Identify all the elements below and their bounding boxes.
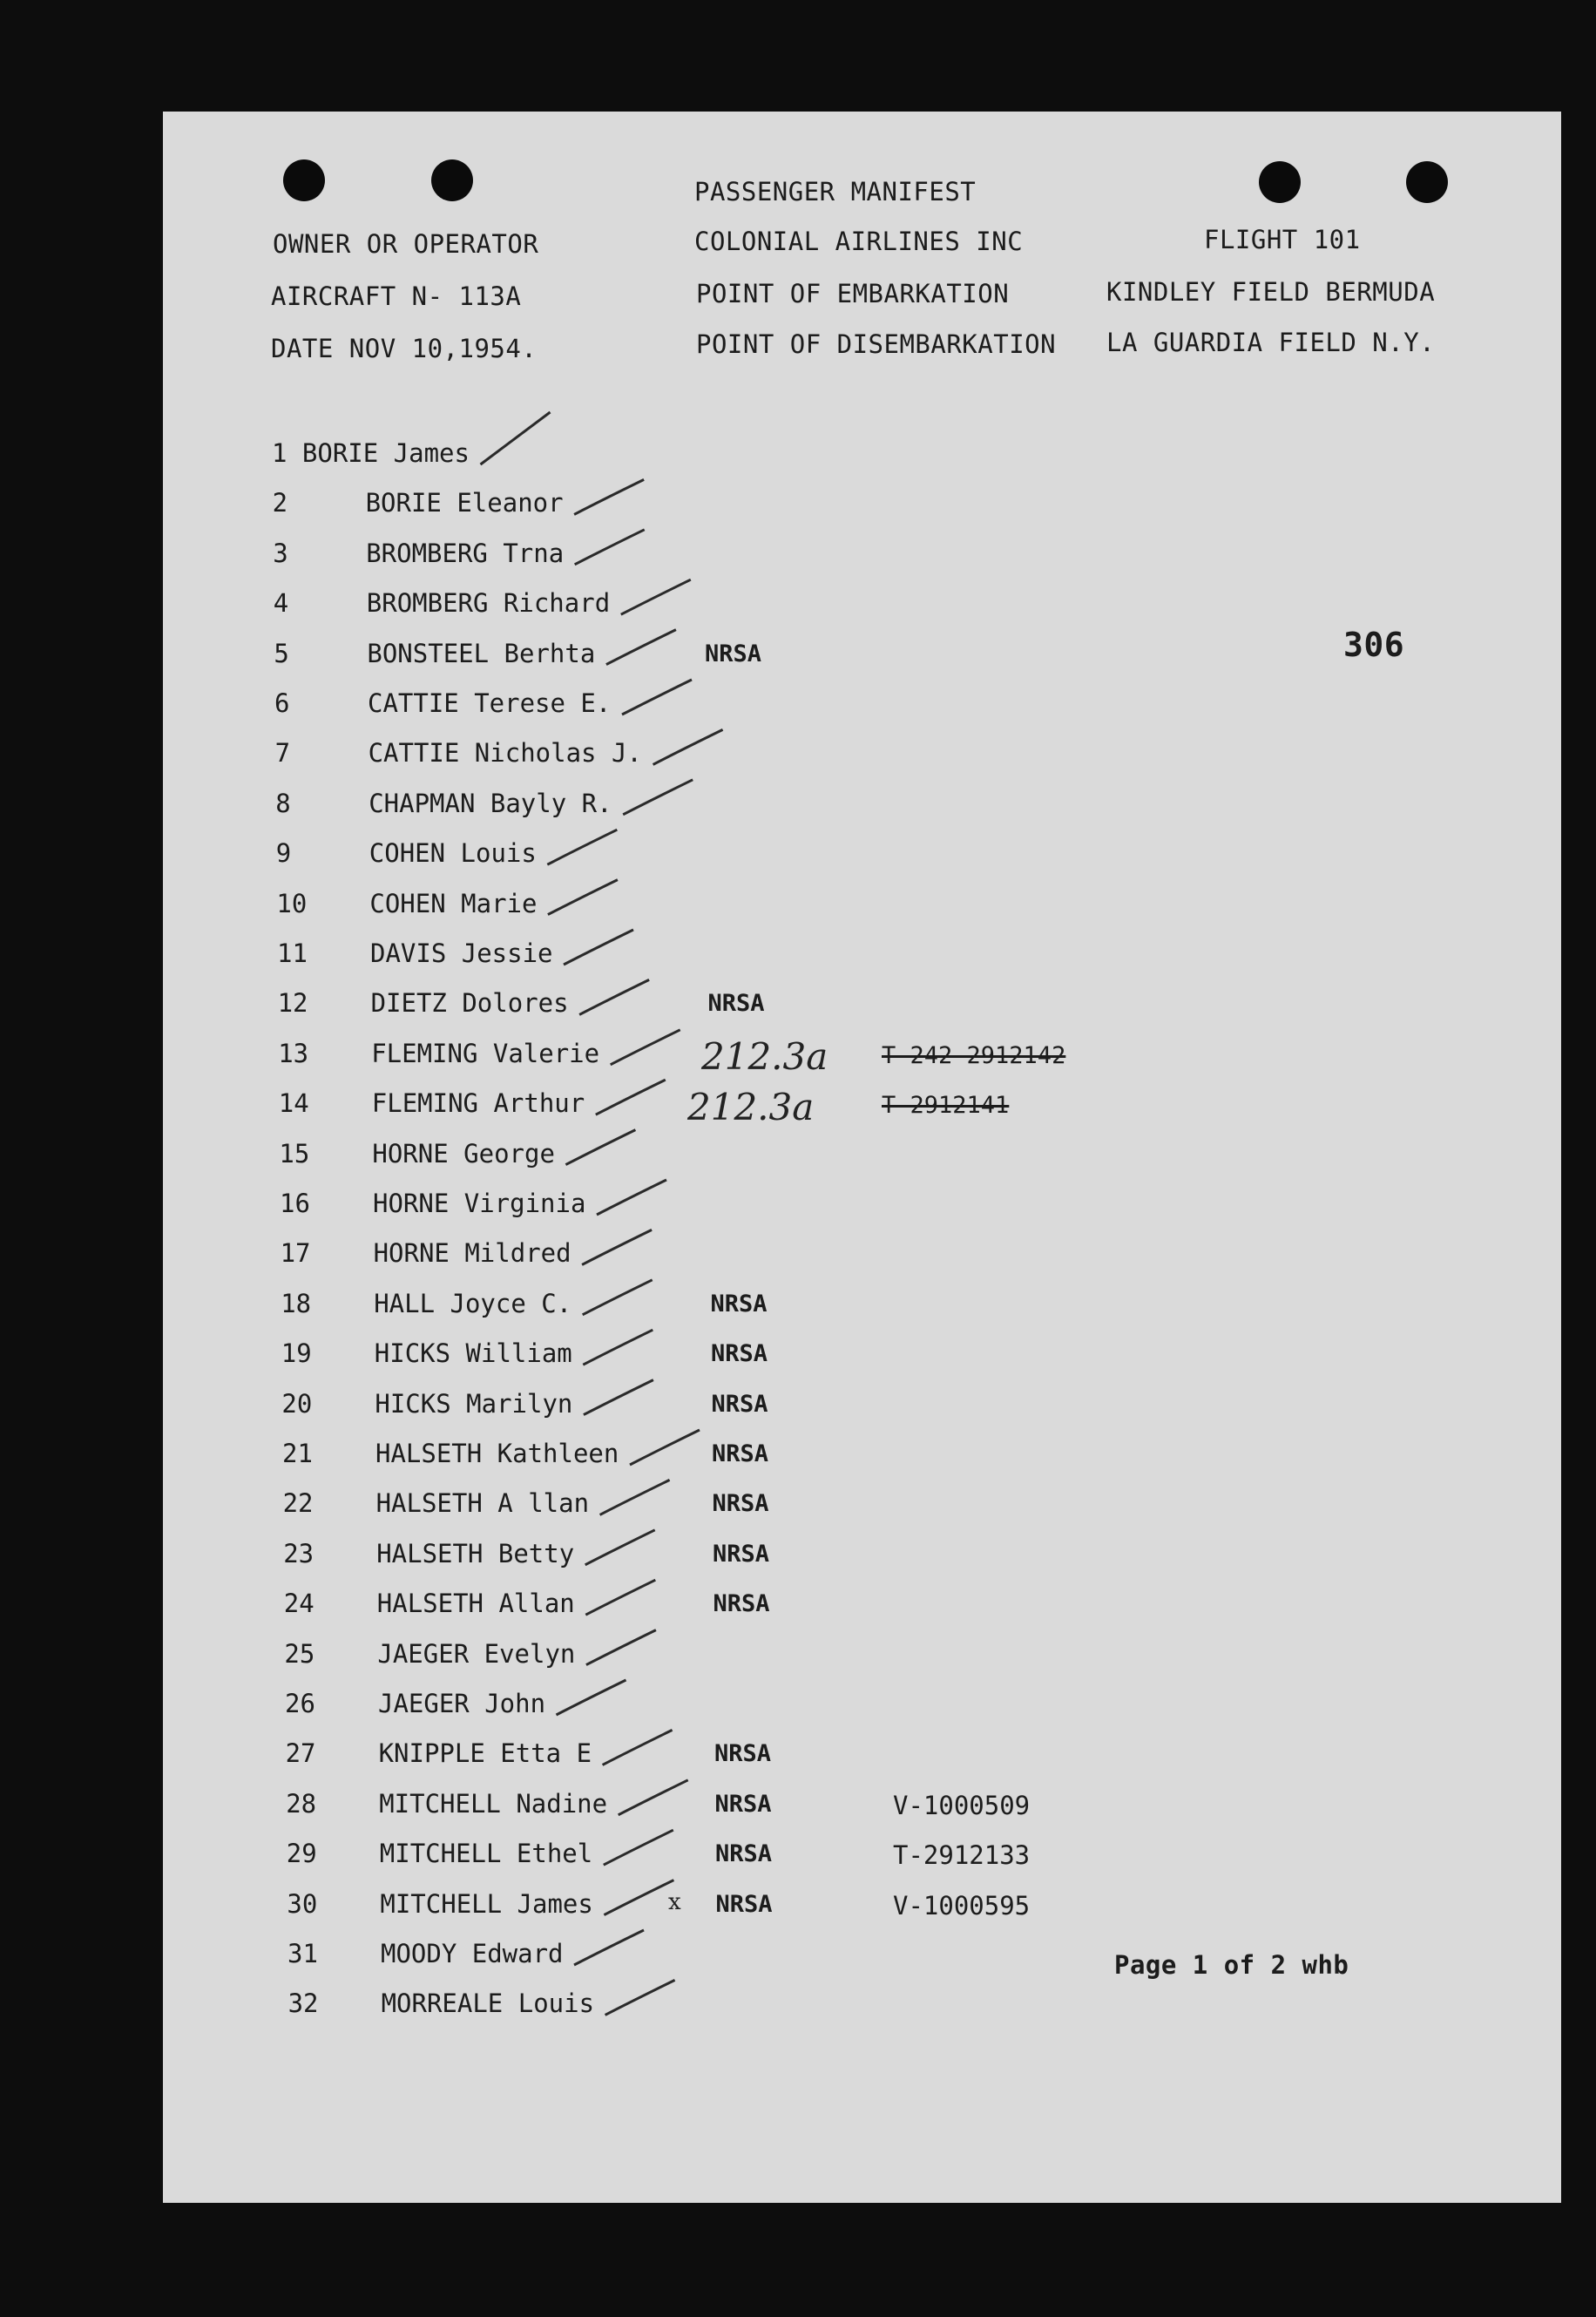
passenger-name: BROMBERG Richard: [366, 588, 611, 619]
passenger-number: 12: [277, 988, 308, 1019]
stamp-number: 306: [1343, 626, 1405, 664]
document-code: T-2912133: [893, 1840, 1031, 1871]
status-badge: NRSA: [714, 1740, 772, 1768]
passenger-number: 6: [274, 688, 290, 718]
passenger-name: HALSETH Betty: [376, 1538, 575, 1568]
passenger-name: HICKS William: [374, 1338, 572, 1369]
passenger-name: HORNE Virginia: [373, 1189, 586, 1218]
disembarkation-label: POINT OF DISEMBARKATION: [696, 329, 1057, 359]
passenger-number: 11: [277, 938, 308, 968]
check-mark: [481, 412, 551, 464]
passenger-number: 14: [278, 1088, 309, 1119]
manifest-date: DATE NOV 10,1954.: [271, 334, 538, 363]
passenger-name: COHEN Louis: [369, 838, 537, 869]
status-badge: NRSA: [711, 1390, 768, 1418]
passenger-name: HALSETH Kathleen: [375, 1439, 619, 1468]
status-badge: NRSA: [715, 1890, 773, 1918]
passenger-number: 21: [282, 1439, 313, 1468]
check-marks: [163, 112, 1561, 2203]
passenger-number: 18: [281, 1288, 312, 1318]
check-mark: [600, 1480, 670, 1514]
check-mark: [579, 979, 649, 1014]
aircraft-id: AIRCRAFT N- 113A: [271, 281, 522, 311]
passenger-name: FLEMING Arthur: [371, 1088, 585, 1119]
passenger-name: 1 BORIE James: [272, 438, 470, 468]
passenger-name: HALSETH Allan: [376, 1589, 575, 1619]
check-mark: [565, 1130, 635, 1165]
manifest-page: [163, 112, 1561, 2203]
embarkation-point: KINDLEY FIELD BERMUDA: [1106, 277, 1436, 307]
check-mark: [575, 530, 645, 565]
owner-label: OWNER OR OPERATOR: [273, 229, 539, 259]
passenger-name: COHEN Marie: [369, 888, 538, 918]
passenger-name: JAEGER John: [378, 1689, 546, 1718]
status-badge: NRSA: [712, 1440, 769, 1467]
status-badge: NRSA: [705, 640, 762, 667]
passenger-number: 28: [286, 1788, 317, 1819]
check-mark: [605, 1980, 675, 2015]
check-mark: [574, 479, 644, 514]
passenger-name: DAVIS Jessie: [370, 938, 553, 968]
passenger-name: MITCHELL James: [380, 1888, 593, 1919]
check-mark: [548, 880, 618, 915]
check-mark: [584, 1380, 653, 1415]
passenger-number: 4: [273, 588, 289, 619]
check-mark: [583, 1280, 653, 1315]
passenger-number: 10: [276, 888, 308, 918]
disembarkation-point: LA GUARDIA FIELD N.Y.: [1106, 328, 1436, 357]
check-mark: [606, 630, 676, 665]
passenger-name: HORNE George: [372, 1138, 555, 1169]
passenger-number: 7: [274, 738, 291, 769]
passenger-number: 27: [285, 1738, 316, 1769]
passenger-name: CATTIE Terese E.: [368, 688, 612, 718]
check-mark: [611, 1030, 680, 1065]
passenger-name: FLEMING Valerie: [371, 1038, 600, 1068]
status-badge: NRSA: [711, 1340, 768, 1368]
passenger-number: 5: [274, 638, 289, 668]
passenger-name: BONSTEEL Berhta: [367, 638, 596, 668]
passenger-number: 3: [273, 538, 288, 568]
document-code: V-1000595: [893, 1890, 1031, 1921]
passenger-number: 24: [283, 1589, 314, 1619]
check-mark: [547, 830, 617, 864]
check-mark: [583, 1330, 653, 1365]
status-badge: NRSA: [713, 1590, 770, 1618]
check-mark: [586, 1630, 656, 1665]
passenger-number: 26: [285, 1689, 315, 1718]
check-mark: [604, 1830, 673, 1865]
check-mark: [574, 1930, 644, 1965]
handwritten-code: 212.3a: [701, 1035, 828, 1078]
check-mark: [603, 1730, 673, 1765]
passenger-number: 8: [275, 788, 291, 818]
passenger-name: HALL Joyce C.: [374, 1288, 572, 1318]
passenger-number: 22: [282, 1488, 314, 1519]
passenger-number: 23: [283, 1538, 314, 1568]
passenger-number: 2: [272, 488, 288, 518]
check-mark: [653, 729, 723, 764]
check-mark: [564, 930, 633, 965]
x-mark: x: [668, 1889, 681, 1915]
passenger-name: KNIPPLE Etta E: [378, 1738, 592, 1769]
status-badge: NRSA: [715, 1840, 773, 1868]
passenger-name: MORREALE Louis: [381, 1988, 595, 2019]
passenger-name: CATTIE Nicholas J.: [368, 738, 642, 769]
passenger-number: 20: [281, 1388, 313, 1419]
manifest-title: PASSENGER MANIFEST: [694, 177, 977, 207]
handwritten-code: 212.3a: [687, 1086, 815, 1128]
status-badge: NRSA: [713, 1540, 770, 1568]
document-code: V-1000509: [893, 1790, 1031, 1820]
passenger-number: 29: [286, 1839, 317, 1869]
check-mark: [585, 1530, 655, 1565]
passenger-name: BROMBERG Trna: [366, 538, 565, 568]
passenger-number: 17: [280, 1238, 311, 1269]
passenger-name: MITCHELL Nadine: [379, 1788, 608, 1819]
check-mark: [623, 780, 693, 815]
passenger-name: MITCHELL Ethel: [379, 1839, 593, 1869]
passenger-name: CHAPMAN Bayly R.: [369, 788, 612, 818]
embarkation-label: POINT OF EMBARKATION: [696, 279, 1010, 308]
passenger-name: HICKS Marilyn: [375, 1388, 573, 1419]
passenger-name: JAEGER Evelyn: [377, 1638, 576, 1669]
status-badge: NRSA: [714, 1790, 772, 1818]
passenger-number: 15: [279, 1138, 310, 1169]
passenger-name: HALSETH A llan: [375, 1488, 590, 1519]
status-badge: NRSA: [712, 1490, 769, 1518]
check-mark: [604, 1880, 673, 1915]
passenger-name: BORIE Eleanor: [365, 488, 564, 518]
passenger-number: 9: [275, 838, 292, 869]
check-mark: [596, 1080, 666, 1114]
flight-number: FLIGHT 101: [1204, 225, 1361, 254]
status-badge: NRSA: [707, 990, 765, 1018]
check-mark: [619, 1780, 688, 1815]
check-mark: [622, 680, 692, 715]
airline-name: COLONIAL AIRLINES INC: [694, 227, 1024, 256]
passenger-number: 32: [287, 1988, 319, 2019]
passenger-number: 16: [280, 1189, 310, 1218]
passenger-number: 13: [278, 1038, 309, 1068]
struck-code: T-2912141: [882, 1092, 1010, 1119]
check-mark: [557, 1680, 626, 1715]
passenger-name: MOODY Edward: [381, 1939, 564, 1968]
check-mark: [621, 579, 691, 614]
struck-code: T-242 2912142: [882, 1042, 1066, 1069]
check-mark: [582, 1230, 652, 1264]
passenger-number: 31: [287, 1939, 318, 1968]
page-footer: Page 1 of 2 whb: [1114, 1950, 1349, 1980]
status-badge: NRSA: [710, 1290, 768, 1318]
passenger-number: 30: [287, 1888, 318, 1919]
passenger-number: 25: [284, 1638, 315, 1669]
check-mark: [585, 1580, 655, 1615]
passenger-name: HORNE Mildred: [373, 1238, 571, 1269]
passenger-number: 19: [281, 1338, 312, 1369]
passenger-name: DIETZ Dolores: [370, 988, 569, 1019]
check-mark: [597, 1180, 666, 1215]
check-mark: [630, 1430, 700, 1465]
